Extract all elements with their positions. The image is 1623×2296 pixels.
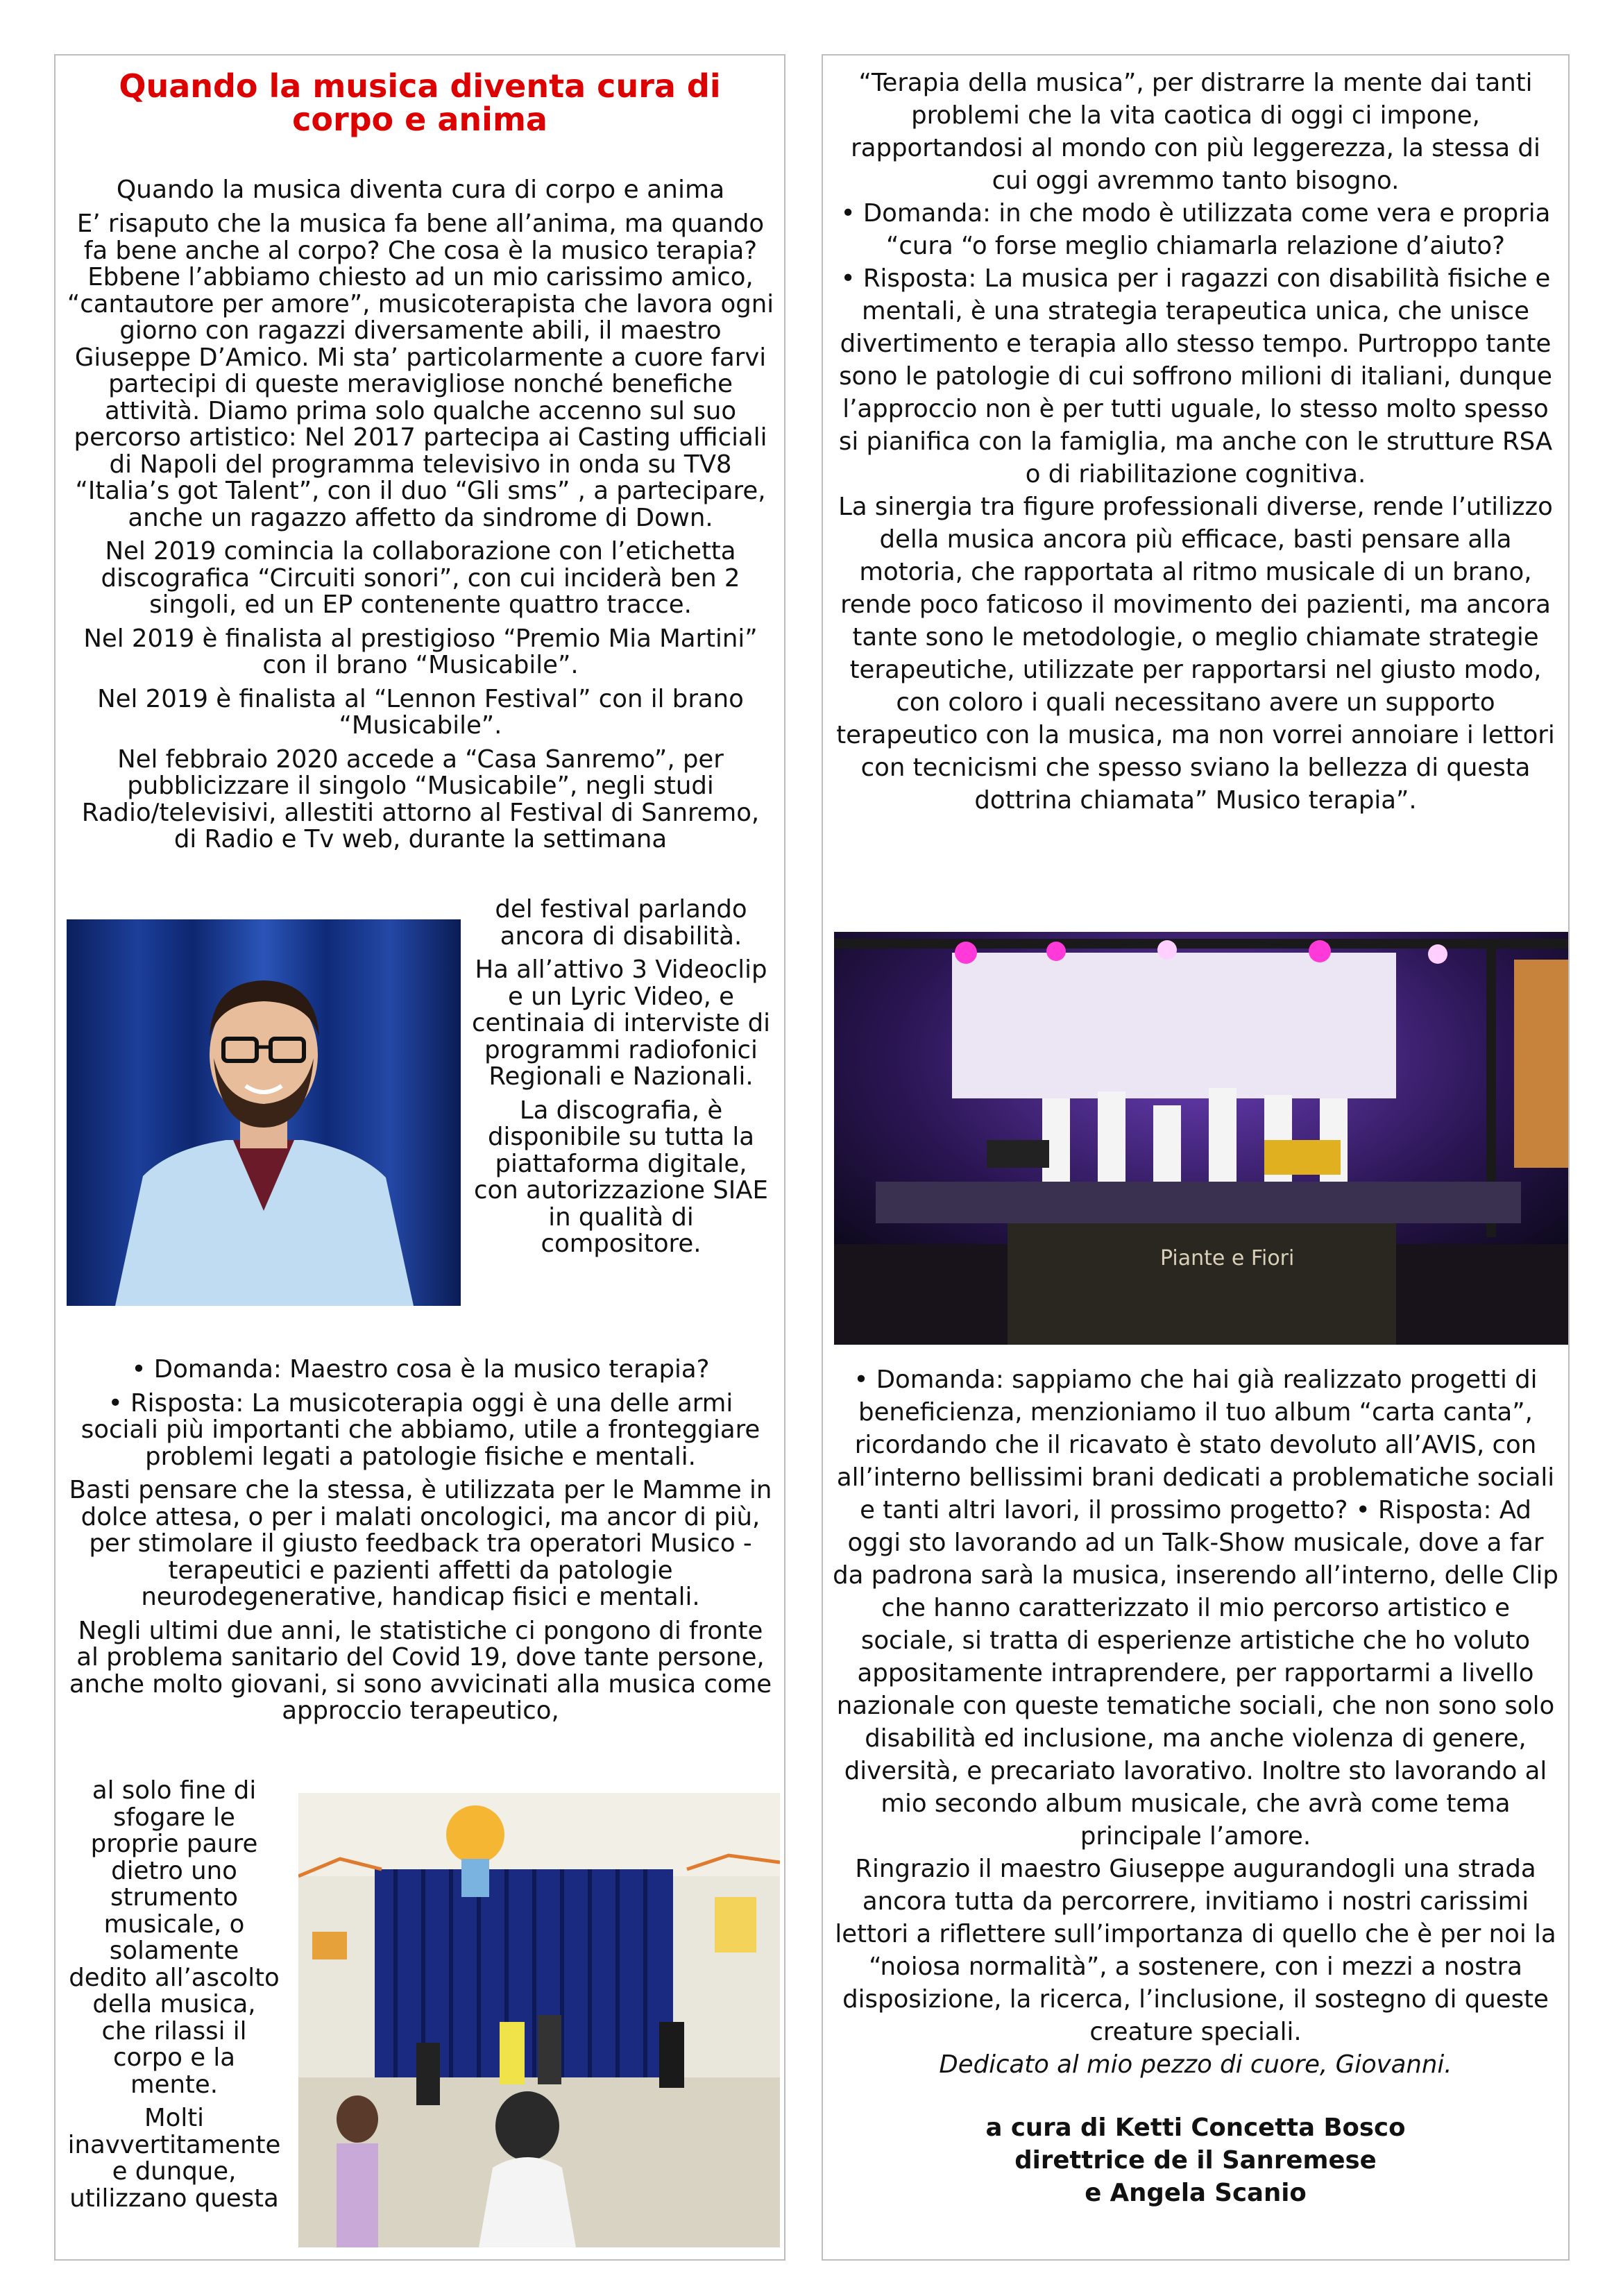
- closing-paragraph: Ringrazio il maestro Giuseppe augurandogli una strada ancora tutta da percorrere, invitiamo i nostri carissimi lettori a riflettere sull’importanza di quello che è per noi la “noiosa normalità”, a sostenere, con i mezzi a nostra disposizione, la ricerca, l’inclusione, il sostegno di queste creature speciali.: [835, 1855, 1556, 2046]
- intro-block: [67, 176, 774, 860]
- portrait-side-paragraph: Ha all’attivo 3 Videoclip e un Lyric Video, e centinaia di interviste di programmi radiofonici Regionali e Nazionali.: [472, 955, 771, 1091]
- concert-stage-photo: [834, 932, 1568, 1345]
- dedication-line: Dedicato al mio pezzo di cuore, Giovanni.: [939, 2050, 1452, 2079]
- right-bottom-block: [833, 1363, 1558, 2209]
- interview-question: • Domanda: Maestro cosa è la musico terapia?: [131, 1355, 710, 1384]
- portrait-side-text: [472, 896, 770, 1265]
- interview-answer: • Risposta: La musicoterapia oggi è una delle armi sociali più importanti che abbiamo, utile a fronteggiare problemi legati a patologie fisiche e mentali.: [80, 1388, 760, 1471]
- therapy-room-photo: [298, 1793, 780, 2247]
- photo-side-text: [67, 1778, 282, 2219]
- signature-line: direttrice de il Sanremese: [1014, 2146, 1377, 2175]
- intro-paragraph: Nel 2019 è finalista al “Lennon Festival” con il brano “Musicabile”.: [97, 684, 744, 740]
- photo-side-paragraph: Molti inavvertitamente e dunque, utilizzano questa: [67, 2104, 281, 2213]
- intro-paragraph: Nel 2019 comincia la collaborazione con l’etichetta discografica “Circuiti sonori”, con cui inciderà ben 2 singoli, ed un EP contenente quattro tracce.: [101, 537, 740, 619]
- photo-side-paragraph: al solo fine di sfogare le proprie paure dietro uno strumento musicale, o solamente dedito all’ascolto della musica, che rilassi il corpo e la mente.: [69, 1776, 280, 2099]
- portrait-side-paragraph: La discografia, è disponibile su tutta la piattaforma digitale, con autorizzazione SIAE in qualità di compositore.: [474, 1096, 768, 1258]
- right-paragraph: La sinergia tra figure professionali diverse, rende l’utilizzo della musica ancora più efficace, basti pensare alla motoria, che rapportata al ritmo musicale di un brano, rende poco faticoso il movimento dei pazienti, ma ancora tante sono le metodologie, o meglio chiamate strategie terapeutiche, utilizzate per rapportarsi nel giusto modo, con coloro i quali necessitano avere un supporto terapeutico con la musica, ma non vorrei annoiare i lettori con tecnicismi che spesso sviano la bellezza di questa dottrina chiamata” Musico terapia”.: [836, 493, 1555, 815]
- interview-paragraph: Basti pensare che la stessa, è utilizzata per le Mamme in dolce attesa, o per i malati oncologici, ma ancor di più, per stimolare il giusto feedback tra operatori Musico - terapeutici e pazienti affetti da patologie neurodegenerative, handicap fisici e mentali.: [69, 1476, 772, 1611]
- intro-heading: Quando la musica diventa cura di corpo e anima: [116, 176, 725, 204]
- right-paragraph: “Terapia della musica”, per distrarre la mente dai tanti problemi che la vita caotica di oggi ci impone, rapportandosi al mondo con più leggerezza, la stessa di cui oggi avremmo tanto bisogno.: [851, 69, 1540, 195]
- intro-paragraph: Nel 2019 è finalista al prestigioso “Premio Mia Martini” con il brano “Musicabile”.: [83, 624, 758, 679]
- interview-question: • Domanda: in che modo è utilizzata come vera e propria “cura “o forse meglio chiamarla relazione d’aiuto?: [840, 199, 1551, 260]
- interview-paragraph: Negli ultimi due anni, le statistiche ci pongono di fronte al problema sanitario del Covid 19, dove tante persone, anche molto giovani, si sono avvicinati alla musica come approccio terapeutico,: [69, 1616, 772, 1725]
- portrait-photo: [67, 919, 461, 1306]
- intro-paragraph: E’ risaputo che la musica fa bene all’anima, ma quando fa bene anche al corpo? Che cosa è la musico terapia? Ebbene l’abbiamo chiesto ad un mio carissimo amico, “cantautore per amore”, musicoterapista che lavora ogni giorno con ragazzi diversamente abili, il maestro Giuseppe D’Amico. Mi sta’ particolarmente a cuore farvi partecipi di queste meravigliose nonché benefiche attività. Diamo prima solo qualche accenno sul suo percorso artistico: Nel 2017 partecipa ai Casting ufficiali di Napoli del programma televisivo in onda su TV8 “Italia’s got Talent”, con il duo “Gli sms” , a partecipare, anche un ragazzo affetto da sindrome di Down.: [67, 210, 774, 532]
- interview-block: [67, 1357, 774, 1732]
- signature-line: a cura di Ketti Concetta Bosco: [985, 2114, 1406, 2142]
- article-title: Quando la musica diventa cura di corpo e anima: [119, 67, 721, 138]
- signature-line: e Angela Scanio: [1085, 2179, 1307, 2207]
- right-top-block: [833, 67, 1558, 817]
- interview-answer: • Risposta: La musica per i ragazzi con disabilità fisiche e mentali, è una strategia terapeutica unica, che unisce divertimento e terapia allo stesso tempo. Purtroppo tante sono le patologie di cui soffrono milioni di italiani, dunque l’approccio non è per tutti uguale, lo stesso molto spesso si pianifica con la famiglia, ma anche con le strutture RSA o di riabilitazione cognitiva.: [838, 264, 1553, 488]
- interview-qa-paragraph: • Domanda: sappiamo che hai già realizzato progetti di beneficienza, menzioniamo il tuo album “carta canta”, ricordando che il ricavato è stato devoluto all’AVIS, con all’interno bellissimi brani dedicati a problematiche sociali e tanti altri lavori, il prossimo progetto? • Risposta: Ad oggi sto lavorando ad un Talk-Show musicale, dove a far da padrona sarà la musica, inserendo all’interno, delle Clip che hanno caratterizzato il mio percorso artistico e sociale, si tratta di esperienze artistiche che ho voluto appositamente intraprendere, per rapportarmi a livello nazionale con queste tematiche sociali, che non sono solo disabilità ed inclusione, ma anche violenza di genere, diversità, e precariato lavorativo. Inoltre sto lavorando al mio secondo album musicale, che avrà come tema principale l’amore.: [833, 1366, 1558, 1851]
- stage-sign-text: Piante e Fiori: [1160, 1246, 1295, 1270]
- portrait-side-paragraph: del festival parlando ancora di disabilità.: [495, 895, 747, 951]
- intro-paragraph: Nel febbraio 2020 accede a “Casa Sanremo”, per pubblicizzare il singolo “Musicabile”, negli studi Radio/televisivi, allestiti attorno al Festival di Sanremo, di Radio e Tv web, durante la settimana: [81, 745, 760, 853]
